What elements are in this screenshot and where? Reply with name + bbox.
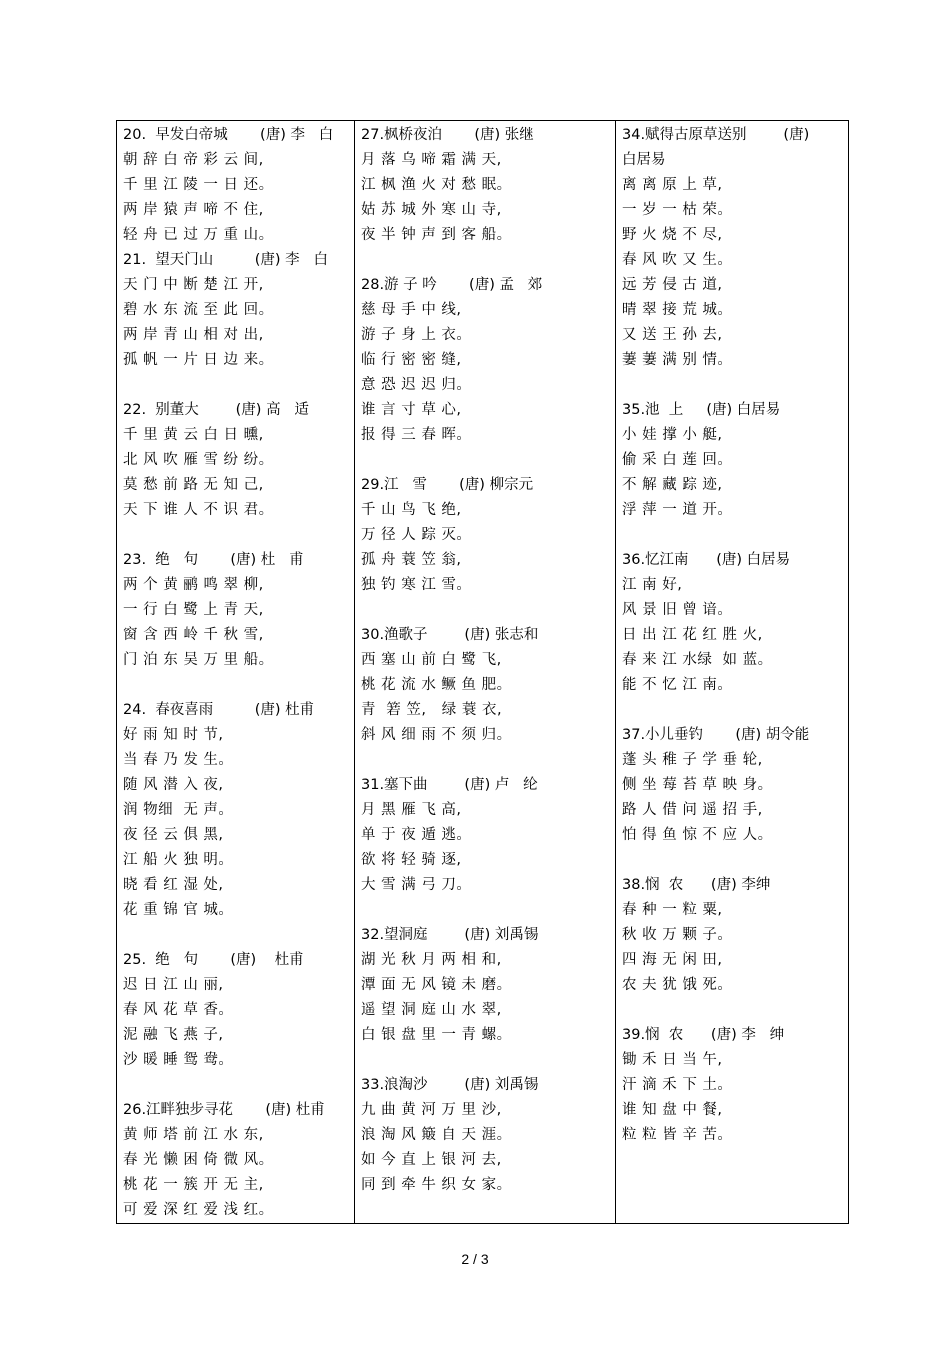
- poem-line: 沙 暖 睡 鸳 鸯。: [123, 1052, 234, 1068]
- poem-line: 青 箬 笠, 绿 蓑 衣,: [361, 702, 503, 718]
- poem-line: 单 于 夜 遁 逃。: [361, 827, 472, 843]
- poem-line: 轻 舟 已 过 万 重 山。: [123, 227, 274, 243]
- poem-line: 碧 水 东 流 至 此 回。: [123, 302, 274, 318]
- poem-table: [116, 120, 849, 1224]
- poem-line: 两 岸 猿 声 啼 不 住,: [123, 202, 264, 218]
- poem-block: [123, 698, 354, 923]
- poem-line: 遥 望 洞 庭 山 水 翠,: [361, 1002, 502, 1018]
- poem-title: 21. 望天门山 (唐) 李 白: [123, 252, 329, 268]
- poem-line: 能 不 忆 江 南。: [622, 677, 733, 693]
- poem-title: 38.悯 农 (唐) 李绅: [622, 877, 771, 893]
- poem-title: 36.忆江南 (唐) 白居易: [622, 552, 791, 568]
- poem-title: 35.池 上 (唐) 白居易: [622, 402, 781, 418]
- poem-line: 千 里 黄 云 白 日 曛,: [123, 427, 264, 443]
- poem-spacer: [123, 1073, 354, 1098]
- poem-line: 窗 含 西 岭 千 秋 雪,: [123, 627, 264, 643]
- poem-block: [361, 773, 615, 898]
- poem-line: 潭 面 无 风 镜 未 磨。: [361, 977, 512, 993]
- poem-line: 春 光 懒 困 倚 微 风。: [123, 1152, 274, 1168]
- poem-line: 萋 萋 满 别 情。: [622, 352, 733, 368]
- poem-block: [622, 548, 848, 698]
- poem-spacer: [123, 673, 354, 698]
- poem-spacer: [361, 248, 615, 273]
- page-number: 2 / 3: [461, 1251, 489, 1267]
- poem-line: 斜 风 细 雨 不 须 归。: [361, 727, 512, 743]
- poem-line: 白 银 盘 里 一 青 螺。: [361, 1027, 512, 1043]
- poem-line: 小 娃 撑 小 艇,: [622, 427, 723, 443]
- poem-title: 39.悯 农 (唐) 李 绅: [622, 1027, 785, 1043]
- poem-spacer: [622, 998, 848, 1023]
- poem-spacer: [622, 848, 848, 873]
- poem-line: 月 黑 雁 飞 高,: [361, 802, 462, 818]
- poem-line: 西 塞 山 前 白 鹭 飞,: [361, 652, 502, 668]
- poem-block: [361, 623, 615, 748]
- poem-title: 32.望洞庭 (唐) 刘禹锡: [361, 927, 539, 943]
- poem-line: 独 钓 寒 江 雪。: [361, 577, 472, 593]
- poem-block: [361, 273, 615, 448]
- poem-line: 桃 花 流 水 鳜 鱼 肥。: [361, 677, 512, 693]
- poem-line: 黄 师 塔 前 江 水 东,: [123, 1127, 264, 1143]
- poem-line: 怕 得 鱼 惊 不 应 人。: [622, 827, 773, 843]
- poem-block: [123, 123, 354, 248]
- poem-line: 谁 知 盘 中 餐,: [622, 1102, 723, 1118]
- poem-title: 23. 绝 句 (唐) 杜 甫: [123, 552, 304, 568]
- poem-line: 九 曲 黄 河 万 里 沙,: [361, 1102, 502, 1118]
- poem-spacer: [123, 923, 354, 948]
- poem-title: 34.赋得古原草送别 (唐) 白居易: [622, 127, 810, 168]
- poem-title: 27.枫桥夜泊 (唐) 张继: [361, 127, 534, 143]
- poem-line: 意 恐 迟 迟 归。: [361, 377, 472, 393]
- poem-line: 如 今 直 上 银 河 去,: [361, 1152, 502, 1168]
- poem-line: 野 火 烧 不 尽,: [622, 227, 723, 243]
- poem-line: 晴 翠 接 荒 城。: [622, 302, 733, 318]
- poem-line: 江 船 火 独 明。: [123, 852, 234, 868]
- poem-spacer: [361, 748, 615, 773]
- poem-line: 日 出 江 花 红 胜 火,: [622, 627, 763, 643]
- poem-line: 孤 帆 一 片 日 边 来。: [123, 352, 274, 368]
- poem-spacer: [123, 373, 354, 398]
- poem-line: 两 岸 青 山 相 对 出,: [123, 327, 264, 343]
- poem-line: 莫 愁 前 路 无 知 己,: [123, 477, 264, 493]
- poem-line: 锄 禾 日 当 午,: [622, 1052, 723, 1068]
- poem-line: 春 风 花 草 香。: [123, 1002, 234, 1018]
- poem-spacer: [622, 698, 848, 723]
- poem-line: 春 风 吹 又 生。: [622, 252, 733, 268]
- poem-line: 夜 径 云 俱 黑,: [123, 827, 224, 843]
- poem-block: [622, 1023, 848, 1148]
- poem-line: 报 得 三 春 晖。: [361, 427, 472, 443]
- poem-line: 春 种 一 粒 粟,: [622, 902, 723, 918]
- poem-line: 同 到 牵 牛 织 女 家。: [361, 1177, 512, 1193]
- poem-line: 随 风 潜 入 夜,: [123, 777, 224, 793]
- poem-line: 月 落 乌 啼 霜 满 天,: [361, 152, 502, 168]
- poem-line: 千 里 江 陵 一 日 还。: [123, 177, 274, 193]
- poem-line: 浮 萍 一 道 开。: [622, 502, 733, 518]
- poem-line: 湖 光 秋 月 两 相 和,: [361, 952, 502, 968]
- poem-line: 一 行 白 鹭 上 青 天,: [123, 602, 264, 618]
- poem-line: 浪 淘 风 簸 自 天 涯。: [361, 1127, 512, 1143]
- poem-line: 夜 半 钟 声 到 客 船。: [361, 227, 512, 243]
- poem-line: 门 泊 东 吴 万 里 船。: [123, 652, 274, 668]
- poem-line: 农 夫 犹 饿 死。: [622, 977, 733, 993]
- poem-title: 22. 别董大 (唐) 高 适: [123, 402, 309, 418]
- poem-line: 泥 融 飞 燕 子,: [123, 1027, 224, 1043]
- poem-block: [622, 873, 848, 998]
- poem-spacer: [361, 1048, 615, 1073]
- poem-line: 又 送 王 孙 去,: [622, 327, 723, 343]
- poem-spacer: [622, 373, 848, 398]
- poem-line: 两 个 黄 鹂 鸣 翠 柳,: [123, 577, 264, 593]
- poem-block: [361, 473, 615, 598]
- poem-line: 当 春 乃 发 生。: [123, 752, 234, 768]
- poem-line: 大 雪 满 弓 刀。: [361, 877, 472, 893]
- poem-spacer: [361, 898, 615, 923]
- poem-block: [123, 398, 354, 523]
- poem-line: 粒 粒 皆 辛 苦。: [622, 1127, 733, 1143]
- poem-title: 30.渔歌子 (唐) 张志和: [361, 627, 539, 643]
- poem-line: 迟 日 江 山 丽,: [123, 977, 224, 993]
- poem-line: 一 岁 一 枯 荣。: [622, 202, 733, 218]
- poem-line: 远 芳 侵 古 道,: [622, 277, 723, 293]
- poem-line: 秋 收 万 颗 子。: [622, 927, 733, 943]
- poem-spacer: [622, 523, 848, 548]
- poem-line: 孤 舟 蓑 笠 翁,: [361, 552, 462, 568]
- poem-block: [361, 123, 615, 248]
- poem-line: 江 枫 渔 火 对 愁 眠。: [361, 177, 512, 193]
- poem-line: 路 人 借 问 遥 招 手,: [622, 802, 763, 818]
- poem-line: 桃 花 一 簇 开 无 主,: [123, 1177, 264, 1193]
- poem-line: 离 离 原 上 草,: [622, 177, 723, 193]
- poem-line: 天 下 谁 人 不 识 君。: [123, 502, 274, 518]
- poem-spacer: [361, 448, 615, 473]
- poem-block: [123, 548, 354, 673]
- poem-column-2: [355, 121, 616, 1224]
- poem-line: 万 径 人 踪 灭。: [361, 527, 472, 543]
- poem-title: 20. 早发白帝城 (唐) 李 白: [123, 127, 334, 143]
- poem-line: 天 门 中 断 楚 江 开,: [123, 277, 264, 293]
- poem-title: 28.游 子 吟 (唐) 孟 郊: [361, 277, 543, 293]
- poem-title: 24. 春夜喜雨 (唐) 杜甫: [123, 702, 315, 718]
- poem-title: 31.塞下曲 (唐) 卢 纶: [361, 777, 538, 793]
- poem-line: 风 景 旧 曾 谙。: [622, 602, 733, 618]
- poem-line: 偷 采 白 莲 回。: [622, 452, 733, 468]
- poem-title: 25. 绝 句 (唐) 杜甫: [123, 952, 304, 968]
- poem-line: 慈 母 手 中 线,: [361, 302, 462, 318]
- poem-block: [361, 1073, 615, 1198]
- poem-line: 姑 苏 城 外 寒 山 寺,: [361, 202, 502, 218]
- poem-line: 好 雨 知 时 节,: [123, 727, 224, 743]
- poem-spacer: [361, 598, 615, 623]
- poem-line: 四 海 无 闲 田,: [622, 952, 723, 968]
- poem-line: 朝 辞 白 帝 彩 云 间,: [123, 152, 264, 168]
- poem-title: 26.江畔独步寻花 (唐) 杜甫: [123, 1102, 325, 1118]
- poem-column-1: [117, 121, 355, 1224]
- poem-block: [123, 248, 354, 373]
- poem-title: 29.江 雪 (唐) 柳宗元: [361, 477, 534, 493]
- poem-line: 可 爱 深 红 爱 浅 红。: [123, 1202, 274, 1218]
- poem-line: 蓬 头 稚 子 学 垂 轮,: [622, 752, 763, 768]
- poem-line: 花 重 锦 官 城。: [123, 902, 234, 918]
- poem-line: 游 子 身 上 衣。: [361, 327, 472, 343]
- poem-block: [361, 923, 615, 1048]
- poem-line: 临 行 密 密 缝,: [361, 352, 462, 368]
- poem-title: 37.小儿垂钓 (唐) 胡令能: [622, 727, 810, 743]
- poem-line: 谁 言 寸 草 心,: [361, 402, 462, 418]
- poem-block: [622, 123, 848, 373]
- poem-block: [123, 1098, 354, 1223]
- poem-line: 晓 看 红 湿 处,: [123, 877, 224, 893]
- poem-line: 千 山 鸟 飞 绝,: [361, 502, 462, 518]
- poem-line: 侧 坐 莓 苔 草 映 身。: [622, 777, 773, 793]
- poem-line: 江 南 好,: [622, 577, 683, 593]
- poem-line: 不 解 藏 踪 迹,: [622, 477, 723, 493]
- poem-spacer: [123, 523, 354, 548]
- poem-line: 润 物细 无 声。: [123, 802, 234, 818]
- poem-line: 春 来 江 水绿 如 蓝。: [622, 652, 773, 668]
- poem-title: 33.浪淘沙 (唐) 刘禹锡: [361, 1077, 539, 1093]
- poem-column-3: [616, 121, 849, 1224]
- poem-block: [622, 723, 848, 848]
- poem-line: 欲 将 轻 骑 逐,: [361, 852, 462, 868]
- poem-block: [622, 398, 848, 523]
- poem-block: [123, 948, 354, 1073]
- poem-line: 汗 滴 禾 下 土。: [622, 1077, 733, 1093]
- poem-line: 北 风 吹 雁 雪 纷 纷。: [123, 452, 274, 468]
